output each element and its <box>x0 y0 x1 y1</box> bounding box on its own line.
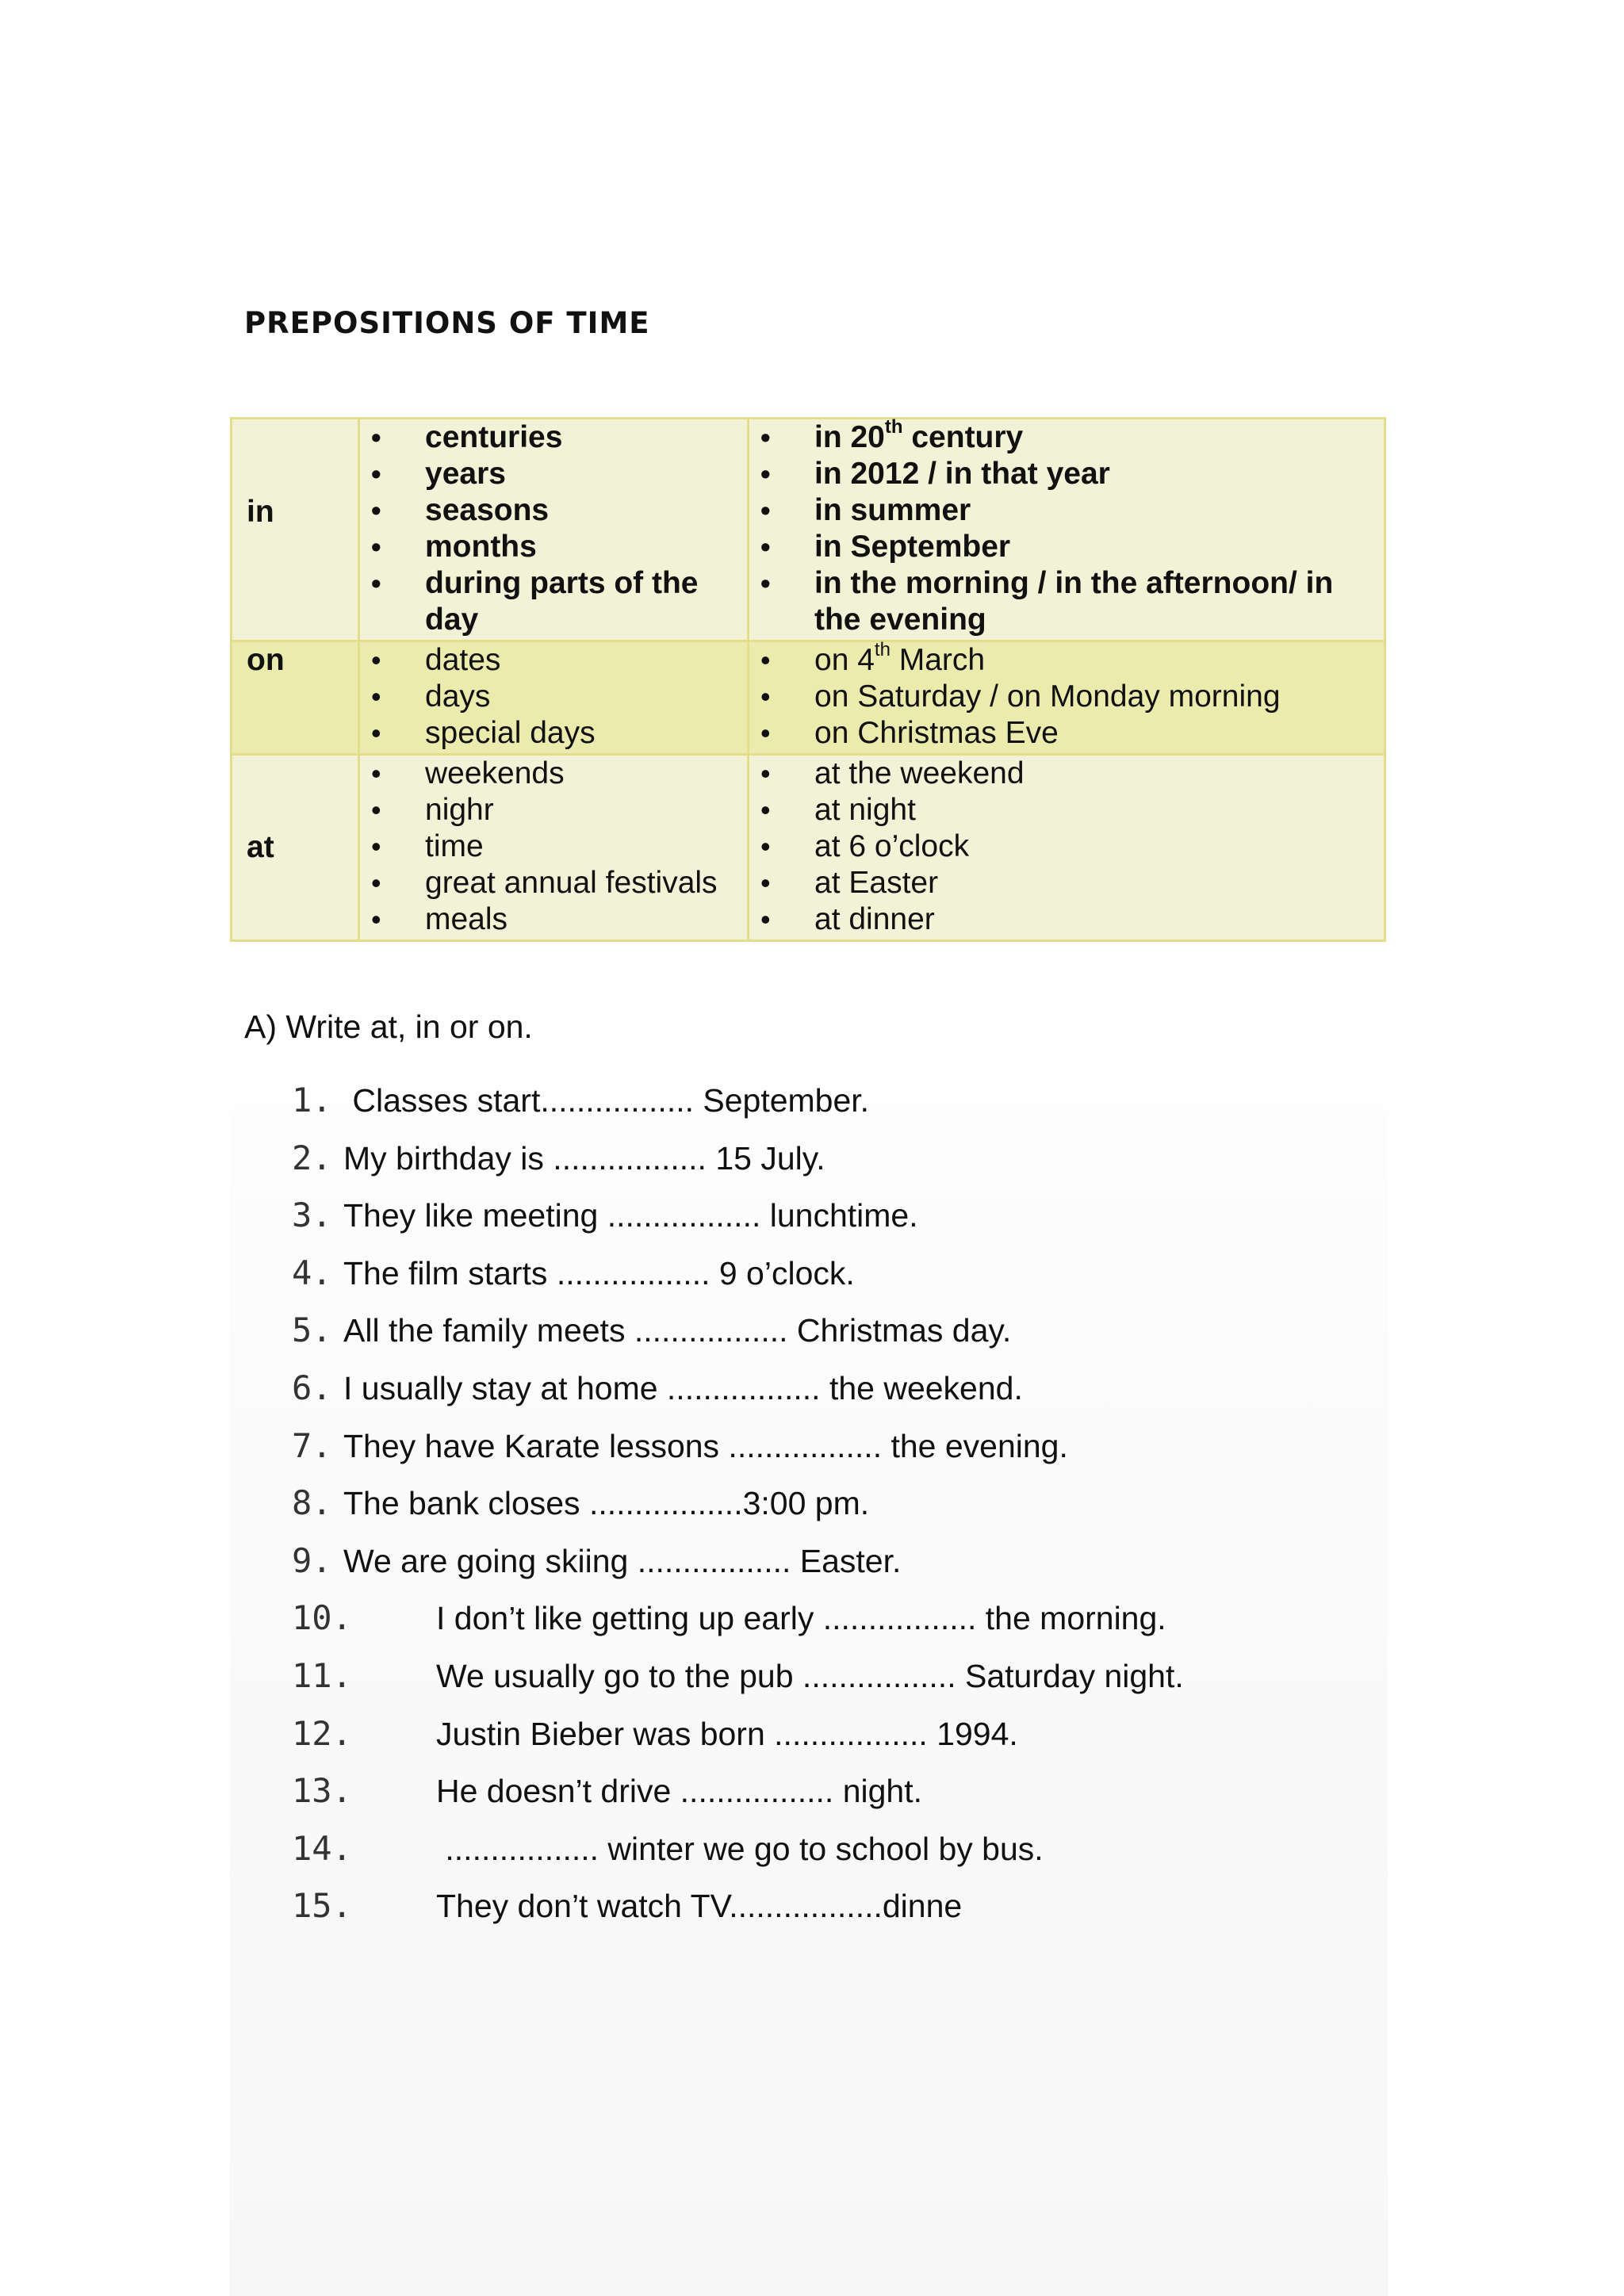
item-number: 4. <box>292 1253 332 1292</box>
examples-cell <box>749 755 1385 941</box>
list-item: • on Saturday / on Monday morning <box>749 679 1384 715</box>
table-row-at <box>232 755 1385 941</box>
list-item: • months <box>360 529 747 565</box>
exercise-item <box>292 1136 1184 1194</box>
item-sentence: My birthday is ................. 15 July. <box>343 1139 825 1177</box>
item-sentence: We usually go to the pub ................. Saturday night. <box>436 1657 1184 1694</box>
item-number: 6. <box>292 1368 332 1407</box>
list-item: • time <box>360 828 747 865</box>
exercise-item <box>292 1424 1184 1482</box>
exercise-item <box>292 1827 1184 1885</box>
list-item: • in the morning / in the afternoon/ in the evening <box>749 565 1384 638</box>
item-sentence: I usually stay at home ................. the weekend. <box>343 1369 1023 1406</box>
list-item: • at the weekend <box>749 756 1384 792</box>
preposition-label: in <box>247 495 274 529</box>
list-item: • weekends <box>360 756 747 792</box>
item-sentence: They like meeting ................. lunchtime. <box>343 1197 918 1234</box>
item-sentence: We are going skiing ................. Easter. <box>343 1542 902 1579</box>
item-sentence: The bank closes .................3:00 pm. <box>343 1485 870 1522</box>
list-item: • at night <box>749 792 1384 828</box>
list-item: • in 2012 / in that year <box>749 456 1384 492</box>
exercise-item <box>292 1654 1184 1712</box>
list-item: • centuries <box>360 419 747 456</box>
item-number: 10. <box>292 1598 352 1638</box>
list-item: • special days <box>360 715 747 752</box>
list-item: • in 20th century <box>749 419 1384 456</box>
item-number: 5. <box>292 1311 332 1350</box>
item-number: 15. <box>292 1886 352 1926</box>
item-sentence: ................. winter we go to school by bus. <box>436 1830 1044 1867</box>
exercise-instruction: A) Write at, in or on. <box>244 1008 533 1045</box>
exercise-item <box>292 1366 1184 1424</box>
exercise-item <box>292 1596 1184 1654</box>
item-number: 2. <box>292 1138 332 1177</box>
list-item: • dates <box>360 642 747 679</box>
exercise-item <box>292 1884 1184 1942</box>
list-item: • at dinner <box>749 901 1384 938</box>
list-item: • years <box>360 456 747 492</box>
preposition-label: at <box>247 830 274 864</box>
exercise-item <box>292 1251 1184 1309</box>
exercise-item <box>292 1539 1184 1597</box>
list-item: • at 6 o’clock <box>749 828 1384 865</box>
item-sentence: He doesn’t drive ................. night. <box>436 1773 922 1810</box>
list-item: • during parts of the day <box>360 565 747 638</box>
exercise-item <box>292 1193 1184 1251</box>
item-number: 8. <box>292 1483 332 1523</box>
list-item: • in summer <box>749 492 1384 529</box>
uses-cell <box>359 641 749 755</box>
item-number: 1. <box>292 1081 332 1119</box>
item-number: 11. <box>292 1655 352 1695</box>
uses-cell <box>359 755 749 941</box>
preposition-cell <box>232 641 359 755</box>
item-sentence: Classes start................. September. <box>343 1082 870 1119</box>
exercise-item <box>292 1769 1184 1827</box>
list-item: • great annual festivals <box>360 865 747 901</box>
item-number: 9. <box>292 1540 332 1580</box>
preposition-cell <box>232 755 359 941</box>
examples-cell <box>749 416 1385 641</box>
item-number: 14. <box>292 1828 352 1868</box>
exercise-item <box>292 1712 1184 1770</box>
list-item: • on Christmas Eve <box>749 715 1384 752</box>
list-item: • on 4th March <box>749 642 1384 679</box>
item-sentence: They don’t watch TV.................dinne <box>436 1888 963 1925</box>
exercise-item <box>292 1078 1184 1136</box>
examples-cell <box>749 641 1385 755</box>
item-sentence: Justin Bieber was born ................. 1994. <box>436 1715 1018 1752</box>
exercise-item <box>292 1308 1184 1366</box>
item-sentence: They have Karate lessons ................. the evening. <box>343 1427 1068 1464</box>
item-number: 12. <box>292 1713 352 1753</box>
item-sentence: All the family meets ................. Christmas day. <box>343 1312 1012 1349</box>
list-item: • meals <box>360 901 747 938</box>
preposition-cell <box>232 419 359 641</box>
list-item: • seasons <box>360 492 747 529</box>
list-item: • days <box>360 679 747 715</box>
table-row-in <box>232 419 1385 641</box>
preposition-label: on <box>247 643 285 677</box>
item-number: 13. <box>292 1771 352 1811</box>
prepositions-table <box>230 417 1386 942</box>
exercise-list <box>292 1078 1184 1942</box>
item-number: 3. <box>292 1196 332 1235</box>
uses-cell <box>359 419 749 641</box>
table-row-on <box>232 641 1385 755</box>
page-title: PREPOSITIONS OF TIME <box>244 306 650 340</box>
item-sentence: I don’t like getting up early ................. the morning. <box>436 1600 1166 1637</box>
exercise-item <box>292 1481 1184 1539</box>
list-item: • at Easter <box>749 865 1384 901</box>
list-item: • nighr <box>360 792 747 828</box>
item-number: 7. <box>292 1425 332 1465</box>
list-item: • in September <box>749 529 1384 565</box>
item-sentence: The film starts ................. 9 o’clock. <box>343 1254 855 1292</box>
